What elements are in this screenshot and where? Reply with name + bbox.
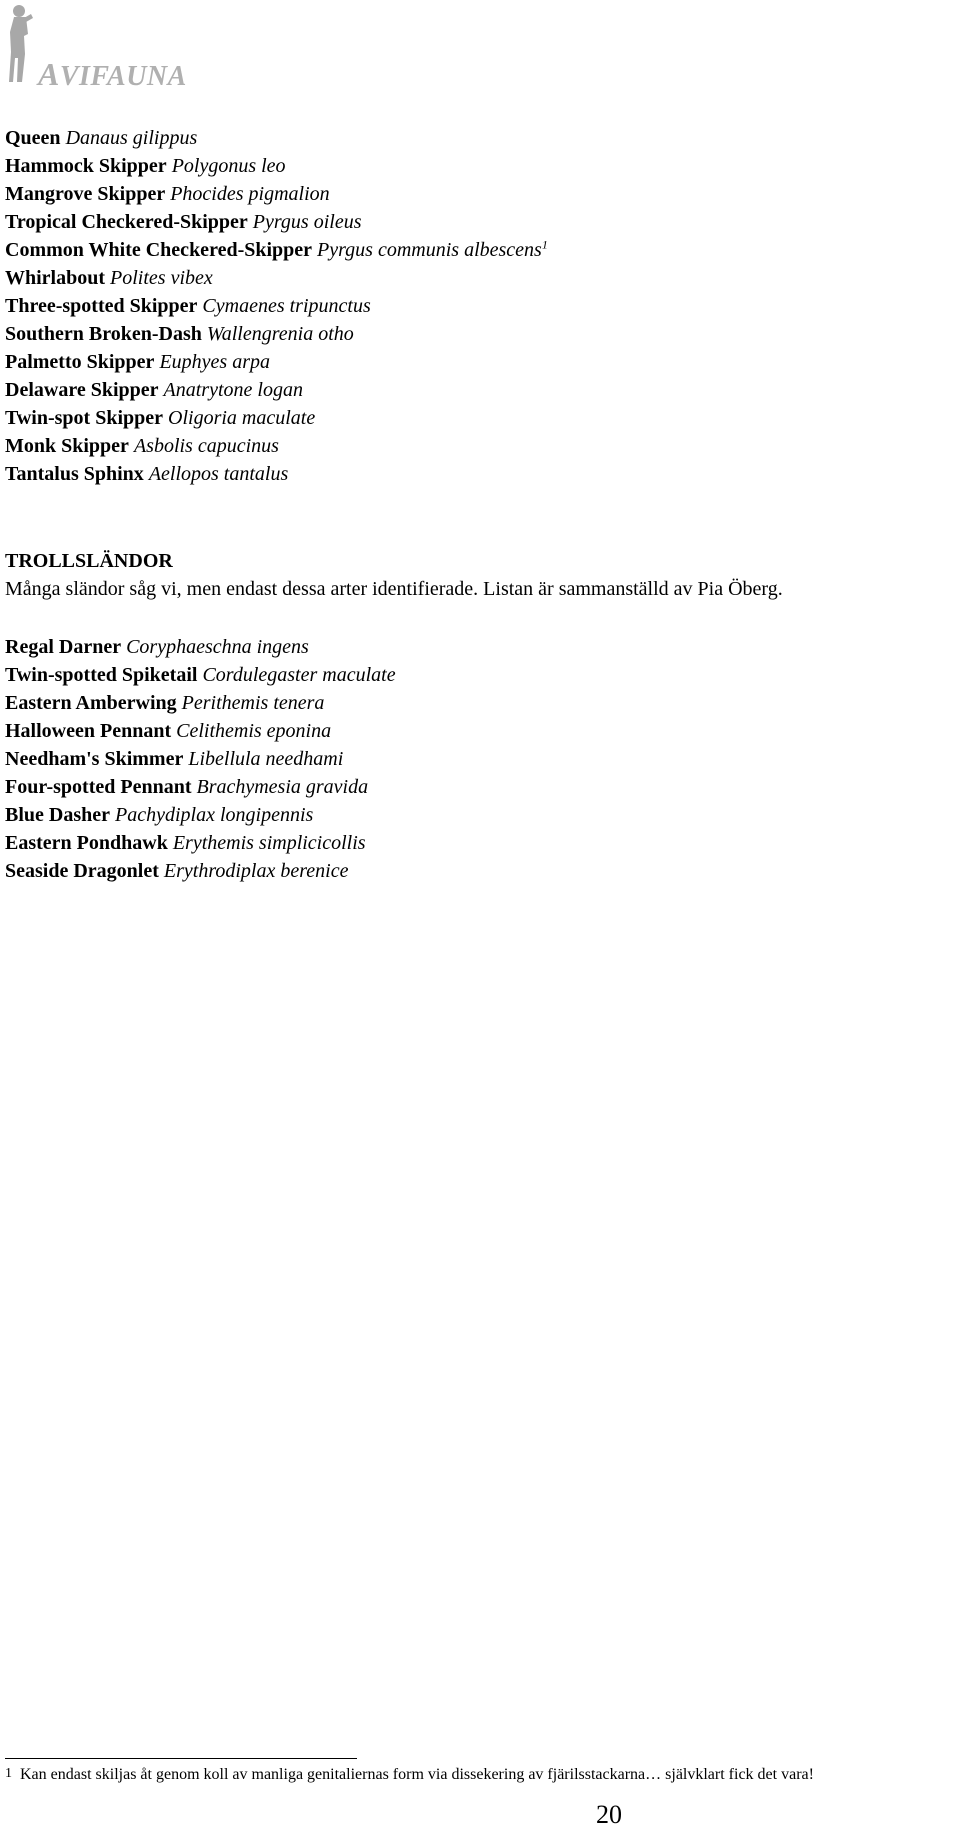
avifauna-logo	[4, 2, 204, 92]
scientific-name: Euphyes arpa	[159, 351, 270, 373]
list-item	[5, 661, 396, 689]
common-name: Palmetto Skipper	[5, 351, 155, 373]
list-item	[5, 689, 396, 717]
list-item	[5, 432, 548, 460]
list-item	[5, 348, 548, 376]
scientific-name: Polites vibex	[110, 267, 213, 289]
common-name: Seaside Dragonlet	[5, 860, 159, 882]
list-item	[5, 633, 396, 661]
common-name: Common White Checkered-Skipper	[5, 239, 313, 261]
birdwatcher-silhouette-icon	[4, 2, 34, 86]
common-name: Halloween Pennant	[5, 720, 172, 742]
scientific-name: Perithemis tenera	[181, 692, 325, 714]
footnote	[5, 1766, 814, 1784]
list-item	[5, 460, 548, 488]
scientific-name: Brachymesia gravida	[196, 776, 369, 798]
scientific-name: Asbolis capucinus	[133, 435, 279, 457]
common-name: Southern Broken-Dash	[5, 323, 202, 345]
scientific-name: Cordulegaster maculate	[202, 664, 396, 686]
list-item	[5, 236, 548, 264]
list-item	[5, 208, 548, 236]
page-number: 20	[596, 1800, 622, 1829]
footnote-reference: 1	[541, 237, 548, 252]
common-name: Twin-spotted Spiketail	[5, 664, 198, 686]
common-name: Delaware Skipper	[5, 379, 159, 401]
scientific-name: Cymaenes tripunctus	[202, 295, 371, 317]
butterfly-list	[5, 124, 548, 488]
common-name: Tantalus Sphinx	[5, 463, 144, 485]
scientific-name: Erythemis simplicicollis	[172, 832, 366, 854]
common-name: Whirlabout	[5, 267, 106, 289]
scientific-name: Anatrytone logan	[163, 379, 303, 401]
scientific-name: Pyrgus communis albescens	[317, 239, 542, 261]
scientific-name: Phocides pigmalion	[170, 183, 330, 205]
list-item	[5, 773, 396, 801]
list-item	[5, 717, 396, 745]
scientific-name: Polygonus leo	[171, 155, 286, 177]
list-item	[5, 264, 548, 292]
list-item	[5, 124, 548, 152]
section-intro: Många sländor såg vi, men endast dessa arter identifierade. Listan är sammanställd av Pia Öberg.	[5, 578, 783, 600]
dragonfly-list	[5, 633, 396, 885]
scientific-name: Pyrgus oileus	[252, 211, 362, 233]
list-item	[5, 745, 396, 773]
common-name: Regal Darner	[5, 636, 122, 658]
footnote-mark: 1	[5, 1766, 12, 1781]
logo-wordmark: AVIFAUNA	[38, 56, 187, 92]
list-item	[5, 292, 548, 320]
scientific-name: Pachydiplax longipennis	[115, 804, 314, 826]
common-name: Queen	[5, 127, 61, 149]
common-name: Hammock Skipper	[5, 155, 167, 177]
scientific-name: Aellopos tantalus	[148, 463, 289, 485]
list-item	[5, 376, 548, 404]
common-name: Needham's Skimmer	[5, 748, 184, 770]
scientific-name: Libellula needhami	[188, 748, 344, 770]
list-item	[5, 152, 548, 180]
scientific-name: Danaus gilippus	[65, 127, 198, 149]
scientific-name: Oligoria maculate	[168, 407, 316, 429]
list-item	[5, 180, 548, 208]
scientific-name: Erythrodiplax berenice	[163, 860, 349, 882]
common-name: Blue Dasher	[5, 804, 110, 826]
common-name: Monk Skipper	[5, 435, 129, 457]
common-name: Four-spotted Pennant	[5, 776, 192, 798]
footnote-text: Kan endast skiljas åt genom koll av manliga genitaliernas form via dissekering av fjärilsstackarna… självklart fick det vara!	[20, 1766, 814, 1783]
list-item	[5, 320, 548, 348]
list-item	[5, 404, 548, 432]
list-item	[5, 857, 396, 885]
common-name: Eastern Pondhawk	[5, 832, 168, 854]
scientific-name: Celithemis eponina	[176, 720, 332, 742]
common-name: Eastern Amberwing	[5, 692, 177, 714]
common-name: Twin-spot Skipper	[5, 407, 164, 429]
scientific-name: Wallengrenia otho	[206, 323, 354, 345]
common-name: Mangrove Skipper	[5, 183, 166, 205]
list-item	[5, 801, 396, 829]
scientific-name: Coryphaeschna ingens	[126, 636, 309, 658]
common-name: Three-spotted Skipper	[5, 295, 198, 317]
footnote-divider	[5, 1758, 357, 1759]
section-heading-dragonflies: TROLLSLÄNDOR	[5, 550, 173, 572]
common-name: Tropical Checkered-Skipper	[5, 211, 248, 233]
list-item	[5, 829, 396, 857]
